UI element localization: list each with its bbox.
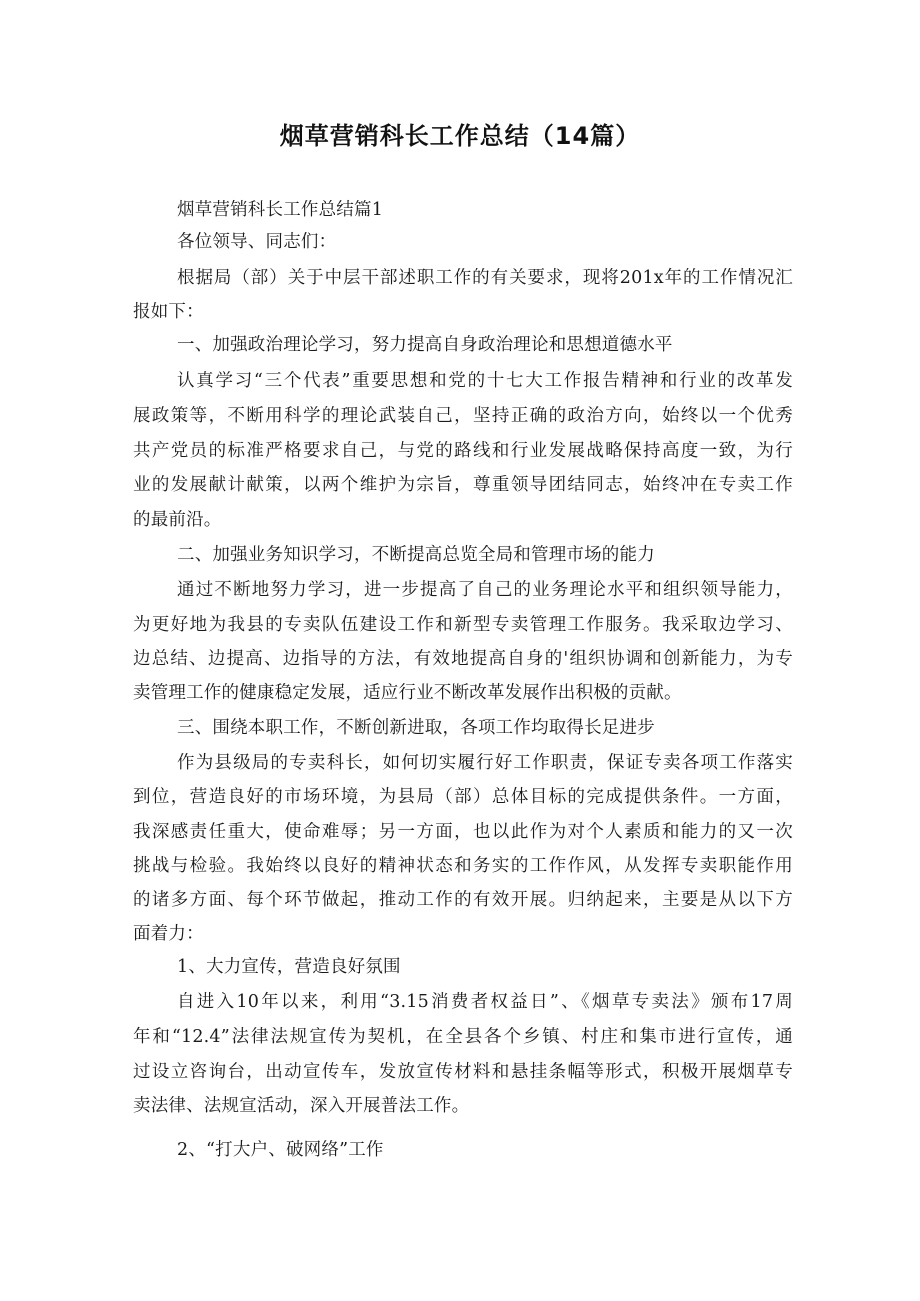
paragraph-line: 自进入10年以来，利用“3.15消费者权益日”、《烟草专卖法》颁布17周 [177,992,793,1012]
paragraph-line: 1、大力宣传，营造良好氛围 [177,957,401,977]
paragraph-line: 烟草营销科长工作总结篇1 [177,200,384,220]
paragraph-line: 2、“打大户、破网络”工作 [177,1140,384,1160]
paragraph-line: 卖法律、法规宣活动，深入开展普法工作。 [133,1096,470,1116]
paragraph-line: 展政策等，不断用科学的理论武装自己，坚持正确的政治方向，始终以一个优秀 [133,406,793,426]
paragraph-line: 一、加强政治理论学习，努力提高自身政治理论和思想道德水平 [177,335,673,355]
paragraph-line: 边总结、边提高、边指导的方法，有效地提高自身的'组织协调和创新能力，为专 [133,649,793,669]
paragraph-line: 认真学习“三个代表”重要思想和党的十七大工作报告精神和行业的改革发 [177,371,793,391]
paragraph-line: 三、围绕本职工作，不断创新进取，各项工作均取得长足进步 [177,718,655,738]
paragraph-line: 的诸多方面、每个环节做起，推动工作的有效开展。归纳起来，主要是从以下方 [133,890,793,910]
paragraph-line: 二、加强业务知识学习，不断提高总览全局和管理市场的能力 [177,545,655,565]
document-title: 烟草营销科长工作总结（14篇） [279,122,641,150]
paragraph-line: 各位领导、同志们： [177,232,337,252]
paragraph-line: 我深感责任重大，使命难辱；另一方面，也以此作为对个人素质和能力的又一次 [133,822,793,842]
paragraph-line: 的最前沿。 [133,510,222,530]
paragraph-line: 作为县级局的专卖科长，如何切实履行好工作职责，保证专卖各项工作落实 [177,753,793,773]
paragraph-line: 面着力： [133,924,204,944]
paragraph-line: 年和“12.4”法律法规宣传为契机，在全县各个乡镇、村庄和集市进行宣传，通 [133,1027,793,1047]
paragraph-line: 为更好地为我县的专卖队伍建设工作和新型专卖管理工作服务。我采取边学习、 [133,615,793,635]
paragraph-line: 根据局（部）关于中层干部述职工作的有关要求，现将201x年的工作情况汇 [177,268,793,288]
paragraph-line: 到位，营造良好的市场环境，为县局（部）总体目标的完成提供条件。一方面， [133,787,793,807]
paragraph-line: 报如下： [133,302,204,322]
paragraph-line: 过设立咨询台，出动宣传车，发放宣传材料和悬挂条幅等形式，积极开展烟草专 [133,1062,793,1082]
paragraph-line: 共产党员的标准严格要求自己，与党的路线和行业发展战略保持高度一致，为行 [133,441,793,461]
paragraph-line: 业的发展献计献策，以两个维护为宗旨，尊重领导团结同志，始终冲在专卖工作 [133,475,793,495]
paragraph-line: 通过不断地努力学习，进一步提高了自己的业务理论水平和组织领导能力， [177,580,793,600]
paragraph-line: 挑战与检验。我始终以良好的精神状态和务实的工作作风，从发挥专卖职能作用 [133,856,793,876]
paragraph-line: 卖管理工作的健康稳定发展，适应行业不断改革发展作出积极的贡献。 [133,683,682,703]
